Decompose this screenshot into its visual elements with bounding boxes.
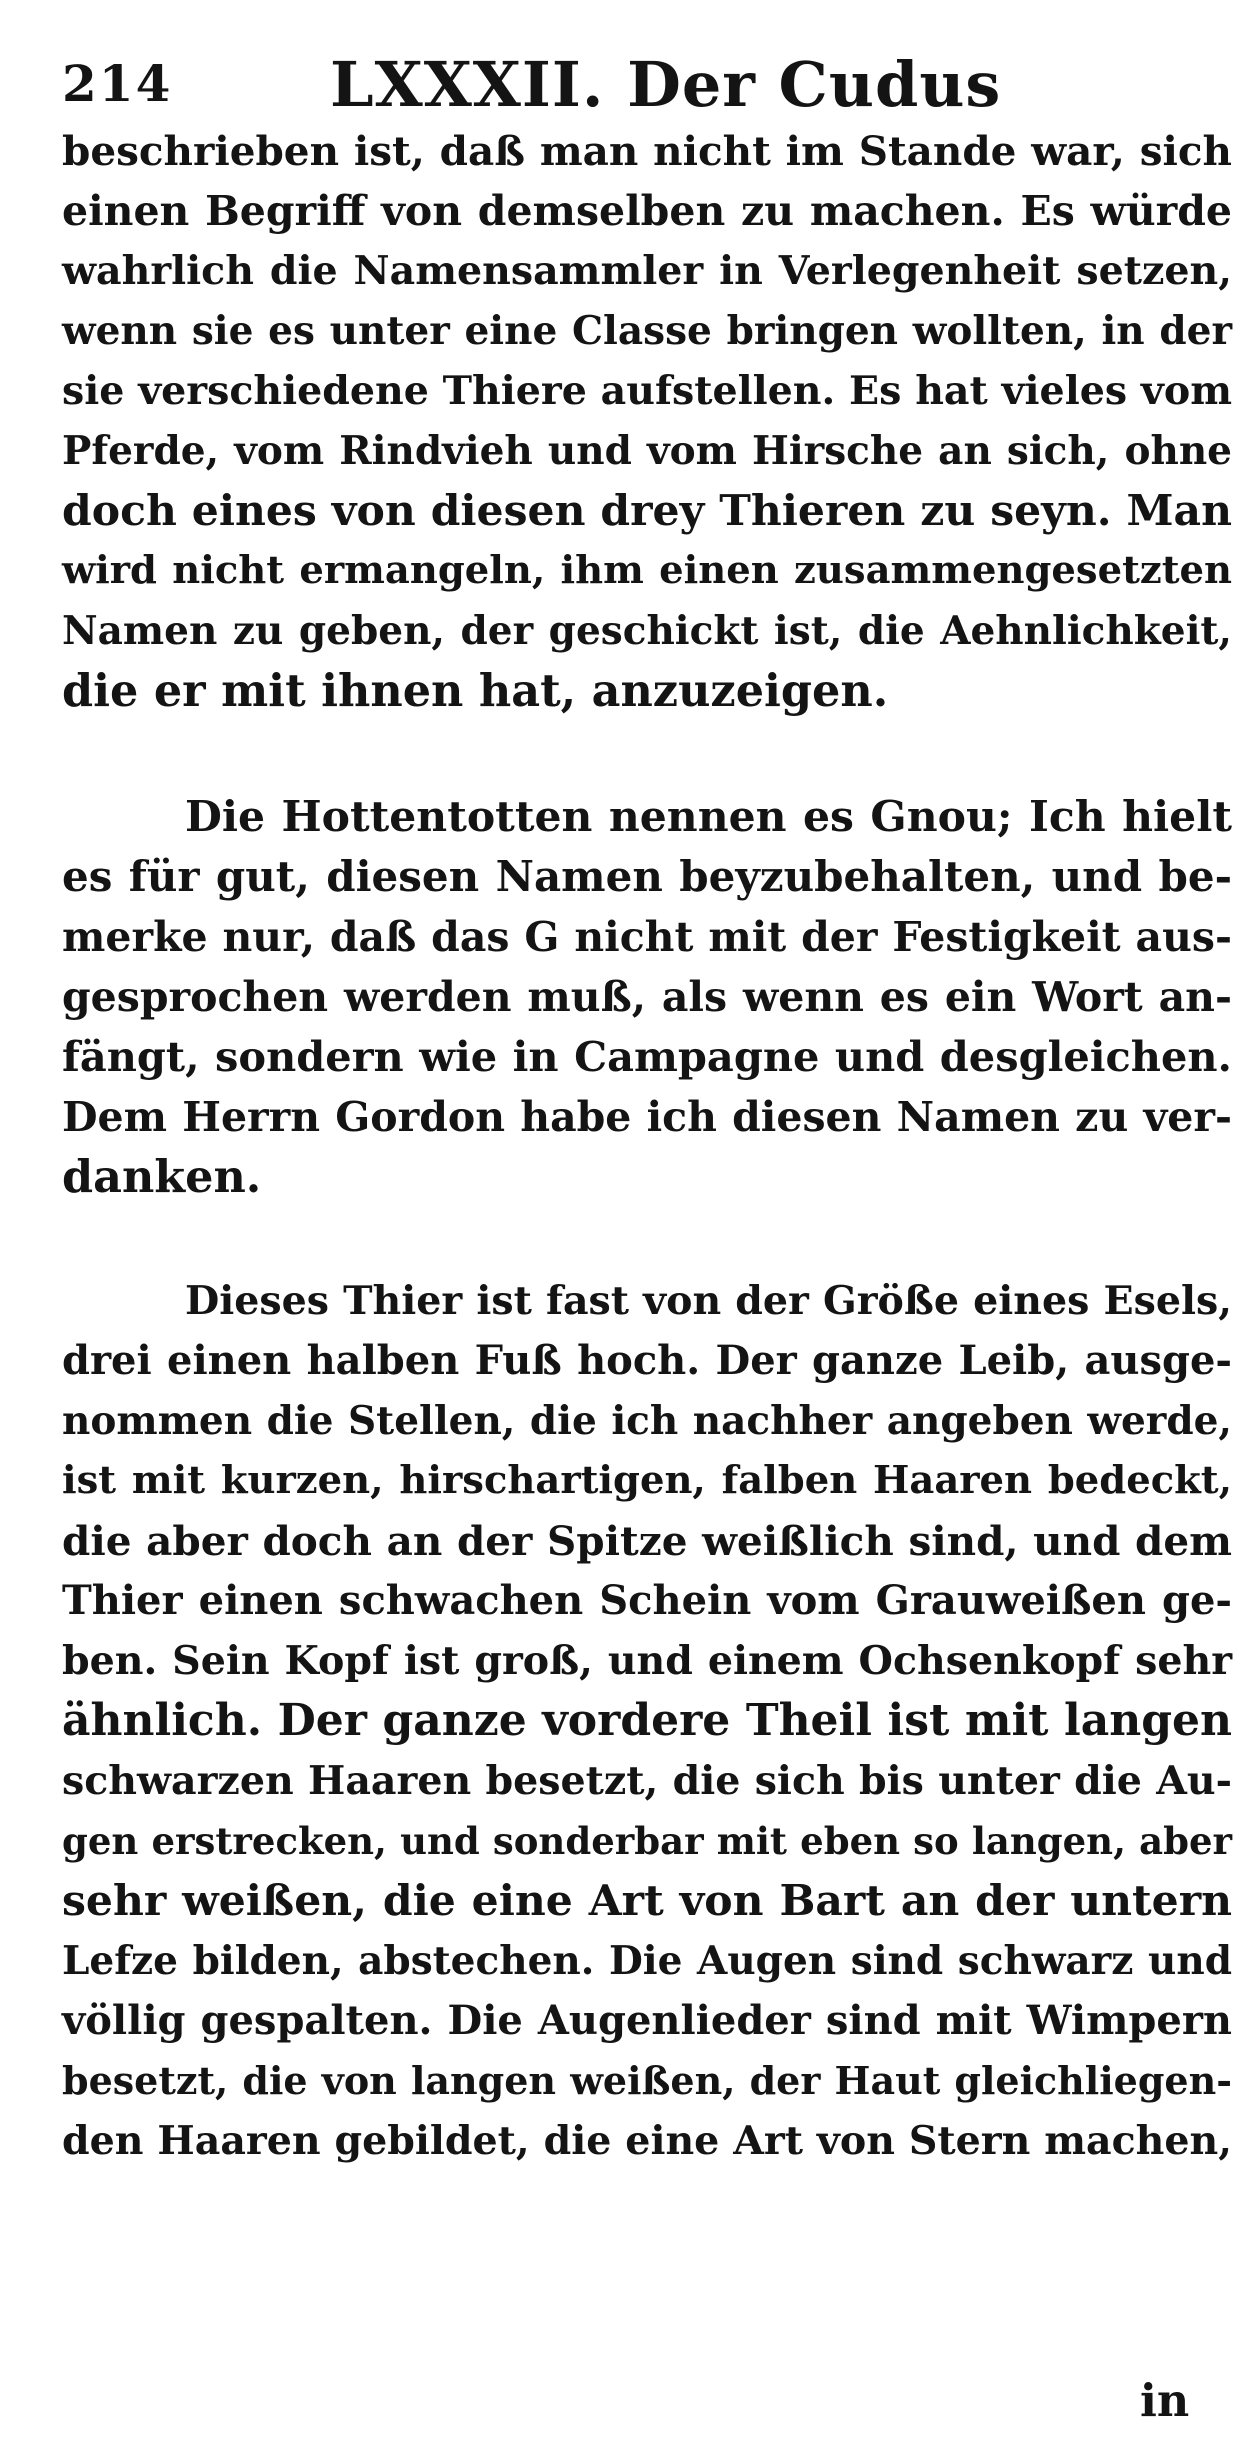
text-line: danken. (62, 1151, 262, 1203)
text-line: es für gut, diesen Namen beyzubehalten, und be- (62, 852, 1232, 901)
text-line: Dem Herrn Gordon habe ich diesen Namen zu ver- (62, 1093, 1232, 1141)
catchword: in (1140, 2375, 1190, 2427)
text-line: Die Hottentotten nennen es Gnou; Ich hielt (185, 792, 1232, 842)
text-line: ähnlich. Der ganze vordere Theil ist mit langen (62, 1695, 1232, 1746)
text-line: schwarzen Haaren besetzt, die sich bis unter die Au- (62, 1758, 1232, 1804)
text-line: den Haaren gebildet, die eine Art von Stern machen, (62, 2118, 1232, 2164)
text-line: einen Begriff von demselben zu machen. Es würde (62, 187, 1232, 235)
text-line: doch eines von diesen drey Thieren zu seyn. Man (62, 486, 1232, 536)
text-line: gen erstrecken, und sonderbar mit eben so langen, aber (62, 1819, 1232, 1863)
text-line: sie verschiedene Thiere aufstellen. Es hat vieles vom (62, 368, 1232, 414)
text-line: Pferde, vom Rindvieh und vom Hirsche an sich, ohne (62, 428, 1232, 474)
text-line: wahrlich die Namensammler in Verlegenheit setzen, (62, 248, 1232, 294)
page-header (62, 48, 1202, 128)
text-line: nommen die Stellen, die ich nachher angeben werde, (62, 1398, 1232, 1444)
text-line: gesprochen werden muß, als wenn es ein Wort an- (62, 973, 1232, 1021)
text-line: Dieses Thier ist fast von der Größe eines Esels, (185, 1278, 1232, 1324)
text-line: ben. Sein Kopf ist groß, und einem Ochsenkopf sehr (62, 1638, 1232, 1684)
text-line: Thier einen schwachen Schein vom Grauweißen ge- (62, 1577, 1232, 1624)
text-line: wenn sie es unter eine Classe bringen wollten, in der (62, 308, 1232, 354)
text-line: merke nur, daß das G nicht mit der Festigkeit aus- (62, 913, 1232, 961)
text-line: ist mit kurzen, hirschartigen, falben Haaren bedeckt, (62, 1458, 1232, 1503)
text-line: die aber doch an der Spitze weißlich sind, und dem (62, 1517, 1232, 1565)
text-line: Lefze bilden, abstechen. Die Augen sind schwarz und (62, 1938, 1232, 1984)
running-head: LXXXII. Der Cudus (330, 48, 1002, 121)
text-line: fängt, sondern wie in Campagne und desgleichen. (62, 1032, 1232, 1081)
text-line: drei einen halben Fuß hoch. Der ganze Leib, ausge- (62, 1337, 1232, 1384)
text-line: wird nicht ermangeln, ihm einen zusammengesetzten (62, 548, 1232, 593)
text-line: die er mit ihnen hat, anzuzeigen. (62, 665, 889, 717)
text-line: völlig gespalten. Die Augenlieder sind mit Wimpern (62, 1997, 1232, 2044)
text-line: sehr weißen, die eine Art von Bart an der untern (62, 1876, 1232, 1926)
text-line: Namen zu geben, der geschickt ist, die Aehnlichkeit, (62, 608, 1232, 654)
text-line: beschrieben ist, daß man nicht im Stande war, sich (62, 127, 1232, 175)
page-number: 214 (62, 54, 173, 113)
text-line: besetzt, die von langen weißen, der Haut gleichliegen- (62, 2058, 1232, 2103)
